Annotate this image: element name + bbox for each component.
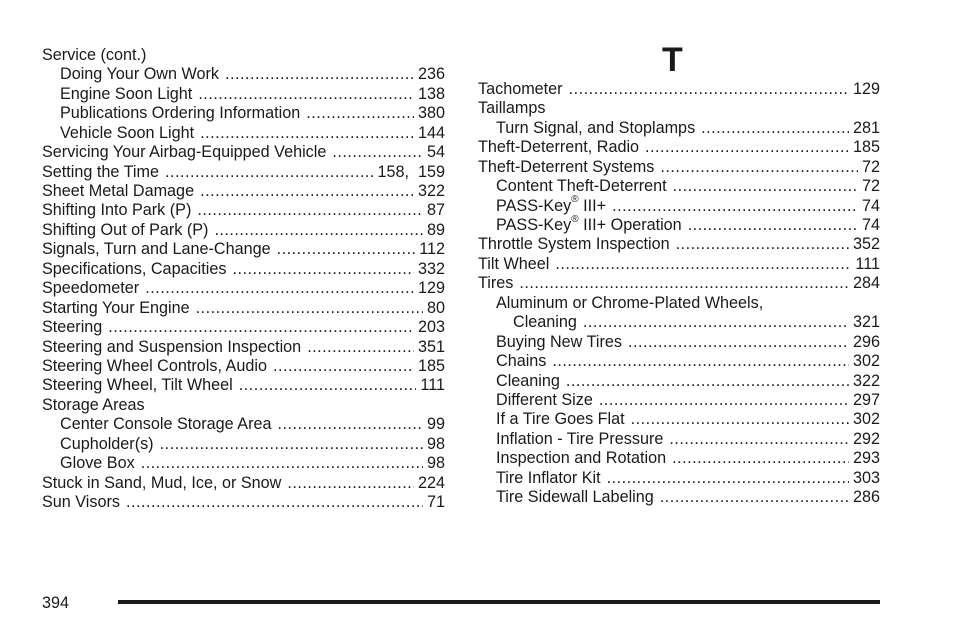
index-entry-text xyxy=(478,274,513,293)
index-entry-text xyxy=(478,80,563,99)
dot-leader xyxy=(555,255,851,274)
index-entry xyxy=(478,410,880,429)
entry-label: Sun Visors xyxy=(42,493,120,512)
index-entry xyxy=(42,415,445,434)
index-entry-text xyxy=(42,201,191,220)
index-entry xyxy=(478,469,880,488)
index-entry-text xyxy=(496,194,607,216)
index-entry xyxy=(478,80,880,99)
index-entry-text xyxy=(60,65,219,84)
page-reference: 72 xyxy=(861,177,880,196)
index-entry xyxy=(478,213,880,235)
entry-label: Tires xyxy=(478,274,514,293)
entry-label: Cleaning xyxy=(496,371,560,390)
index-entry xyxy=(478,274,880,293)
index-entry xyxy=(478,255,880,274)
registered-mark: ® xyxy=(571,194,579,206)
index-entry-text xyxy=(42,240,271,259)
index-entry-text xyxy=(42,279,139,298)
dot-leader xyxy=(660,158,858,177)
section-letter: T xyxy=(662,41,683,79)
dot-leader xyxy=(583,313,849,332)
index-entry-text xyxy=(496,177,667,196)
page-reference: 296 xyxy=(852,332,880,351)
page-reference: 302 xyxy=(852,410,880,429)
dot-leader xyxy=(287,474,414,493)
index-entry xyxy=(42,202,445,221)
page-reference: 236 xyxy=(417,65,445,84)
entry-label: Steering Wheel, Tilt Wheel xyxy=(42,376,233,395)
entry-label: Signals, Turn and Lane-Change xyxy=(42,240,271,259)
dot-leader xyxy=(612,197,858,216)
dot-leader xyxy=(569,80,849,99)
page-reference: 54 xyxy=(426,143,445,162)
index-entry-text xyxy=(496,352,546,371)
dot-leader xyxy=(225,65,414,84)
index-entry xyxy=(42,338,445,357)
page-reference: 352 xyxy=(852,235,880,254)
dot-leader xyxy=(628,333,849,352)
index-entry-text xyxy=(60,435,154,454)
dot-leader xyxy=(599,391,849,410)
dot-leader xyxy=(673,177,858,196)
index-entry-text xyxy=(478,235,670,254)
index-entry xyxy=(42,474,445,493)
index-entry-text xyxy=(496,213,682,235)
index-column-right xyxy=(478,80,880,508)
page-reference: 380 xyxy=(417,104,445,123)
page-reference: 129 xyxy=(417,279,445,298)
index-entry-text xyxy=(478,158,654,177)
entry-label: Tire Sidewall Labeling xyxy=(496,488,654,507)
index-entry xyxy=(42,85,445,104)
index-entry-text xyxy=(42,221,208,240)
index-entry-text xyxy=(42,143,326,162)
page-reference: 321 xyxy=(852,313,880,332)
index-entry xyxy=(478,119,880,138)
index-entry-text xyxy=(42,182,194,201)
index-entry xyxy=(42,357,445,376)
dot-leader xyxy=(277,240,416,259)
page-reference: 71 xyxy=(426,493,445,512)
registered-mark: ® xyxy=(571,213,579,225)
page-reference: 185 xyxy=(417,356,445,375)
page-reference: 74 xyxy=(861,216,880,235)
index-column-left xyxy=(42,46,445,513)
dot-leader xyxy=(519,274,849,293)
entry-label-suffix: III+ Operation xyxy=(578,216,682,235)
entry-label: Cupholder(s) xyxy=(60,434,154,453)
entry-label: Vehicle Soon Light xyxy=(60,123,195,142)
index-entry-text xyxy=(513,313,577,332)
page-reference: 185 xyxy=(852,138,880,157)
dot-leader xyxy=(332,143,423,162)
dot-leader xyxy=(160,435,423,454)
page-reference: 303 xyxy=(852,468,880,487)
index-entry-text xyxy=(496,449,666,468)
dot-leader xyxy=(145,279,414,298)
page-reference: 74 xyxy=(861,196,880,215)
index-entry xyxy=(478,333,880,352)
index-entry xyxy=(478,449,880,468)
index-entry xyxy=(42,279,445,298)
entry-label: Chains xyxy=(496,352,547,371)
index-entry-text xyxy=(42,46,146,65)
index-entry xyxy=(42,65,445,84)
index-entry xyxy=(478,488,880,507)
page-reference: 302 xyxy=(852,352,880,371)
entry-label: Glove Box xyxy=(60,454,135,473)
dot-leader xyxy=(239,376,417,395)
index-entry xyxy=(478,236,880,255)
entry-label: If a Tire Goes Flat xyxy=(496,410,625,429)
index-entry xyxy=(42,454,445,473)
dot-leader xyxy=(631,410,849,429)
index-entry-text xyxy=(42,376,233,395)
entry-label: Taillamps xyxy=(478,99,546,118)
dot-leader xyxy=(660,488,849,507)
index-entry-text xyxy=(478,138,639,157)
entry-label: Tachometer xyxy=(478,79,563,98)
entry-label: Stuck in Sand, Mud, Ice, or Snow xyxy=(42,473,282,492)
dot-leader xyxy=(701,119,849,138)
index-entry-text xyxy=(496,391,593,410)
page-reference: 297 xyxy=(852,390,880,409)
index-entry-text xyxy=(60,104,300,123)
index-entry xyxy=(42,143,445,162)
index-entry xyxy=(478,194,880,216)
index-entry-text xyxy=(60,85,192,104)
page-reference: 224 xyxy=(417,473,445,492)
dot-leader xyxy=(200,124,414,143)
index-entry-text xyxy=(496,488,654,507)
index-entry xyxy=(42,318,445,337)
dot-leader xyxy=(688,216,858,235)
entry-label: Center Console Storage Area xyxy=(60,415,272,434)
index-entry-text xyxy=(42,357,267,376)
index-entry xyxy=(478,99,880,118)
index-entry-text xyxy=(42,396,145,415)
page-number: 394 xyxy=(42,594,70,612)
entry-label: Specifications, Capacities xyxy=(42,259,227,278)
dot-leader xyxy=(141,454,423,473)
entry-label: Service (cont.) xyxy=(42,45,147,64)
index-entry xyxy=(42,182,445,201)
entry-label: Steering Wheel Controls, Audio xyxy=(42,356,267,375)
entry-label: Theft-Deterrent Systems xyxy=(478,157,655,176)
entry-label: Tilt Wheel xyxy=(478,254,550,273)
entry-label: Doing Your Own Work xyxy=(60,65,219,84)
index-entry-text xyxy=(496,410,625,429)
entry-label: Cleaning xyxy=(513,313,577,332)
page-reference: 112 xyxy=(419,240,445,259)
entry-label: Storage Areas xyxy=(42,395,145,414)
index-entry xyxy=(478,138,880,157)
dot-leader xyxy=(277,415,423,434)
entry-label: Engine Soon Light xyxy=(60,84,193,103)
entry-label: Setting the Time xyxy=(42,162,159,181)
page-reference: 286 xyxy=(852,488,880,507)
dot-leader xyxy=(165,163,374,182)
index-entry-text xyxy=(496,294,763,313)
page-reference: 80 xyxy=(426,298,445,317)
dot-leader xyxy=(645,138,849,157)
index-entry-text xyxy=(42,318,102,337)
index-entry-text xyxy=(42,474,281,493)
dot-leader xyxy=(552,352,849,371)
index-entry xyxy=(478,430,880,449)
entry-label: Turn Signal, and Stoplamps xyxy=(496,118,696,137)
entry-label: Speedometer xyxy=(42,279,140,298)
dot-leader xyxy=(197,201,423,220)
index-entry xyxy=(42,163,445,182)
page-reference: 351 xyxy=(417,337,445,356)
page-reference: 284 xyxy=(852,274,880,293)
page-reference: 144 xyxy=(417,123,445,142)
index-entry xyxy=(42,396,445,415)
page-reference: 138 xyxy=(417,84,445,103)
index-entry-text xyxy=(42,338,301,357)
page-reference: 158, 159 xyxy=(377,162,445,181)
entry-label: Servicing Your Airbag-Equipped Vehicle xyxy=(42,143,327,162)
entry-label: Aluminum or Chrome-Plated Wheels, xyxy=(496,293,764,312)
page-reference: 203 xyxy=(417,318,445,337)
index-entry xyxy=(42,46,445,65)
index-entry xyxy=(42,124,445,143)
dot-leader xyxy=(306,104,414,123)
page-reference: 87 xyxy=(426,201,445,220)
page-reference: 322 xyxy=(417,182,445,201)
index-entry-text xyxy=(42,299,190,318)
index-entry-text xyxy=(496,469,601,488)
index-entry xyxy=(478,372,880,391)
dot-leader xyxy=(273,357,414,376)
index-entry-text xyxy=(60,454,135,473)
dot-leader xyxy=(126,493,423,512)
dot-leader xyxy=(198,85,414,104)
index-entry xyxy=(478,313,880,332)
page-reference: 281 xyxy=(852,118,880,137)
entry-label: Shifting Out of Park (P) xyxy=(42,220,209,239)
page-reference: 89 xyxy=(426,220,445,239)
entry-label: Different Size xyxy=(496,390,593,409)
index-entry xyxy=(42,376,445,395)
index-entry-text xyxy=(478,99,545,118)
index-entry xyxy=(42,299,445,318)
index-entry-text xyxy=(42,163,159,182)
entry-label: Content Theft-Deterrent xyxy=(496,177,667,196)
index-entry xyxy=(478,294,880,313)
entry-label: Steering and Suspension Inspection xyxy=(42,337,302,356)
page-reference: 111 xyxy=(420,376,445,395)
page-reference: 111 xyxy=(855,254,880,273)
index-entry xyxy=(42,435,445,454)
index-entry xyxy=(478,158,880,177)
page-reference: 98 xyxy=(426,454,445,473)
dot-leader xyxy=(669,430,849,449)
index-entry-text xyxy=(496,372,560,391)
dot-leader xyxy=(196,299,423,318)
page-reference: 293 xyxy=(852,449,880,468)
page-reference: 129 xyxy=(852,79,880,98)
entry-label: Buying New Tires xyxy=(496,332,622,351)
page-reference: 99 xyxy=(426,415,445,434)
index-entry-text xyxy=(42,493,120,512)
entry-label: PASS-Key xyxy=(496,196,572,215)
page-reference: 322 xyxy=(852,371,880,390)
entry-label: Inspection and Rotation xyxy=(496,449,667,468)
entry-label: Sheet Metal Damage xyxy=(42,182,195,201)
dot-leader xyxy=(214,221,423,240)
index-entry-text xyxy=(42,260,226,279)
footer-rule xyxy=(118,600,880,604)
entry-label: Shifting Into Park (P) xyxy=(42,201,192,220)
index-entry xyxy=(42,221,445,240)
index-entry xyxy=(478,177,880,196)
page-reference: 98 xyxy=(426,434,445,453)
entry-label-suffix: III+ xyxy=(578,196,607,215)
index-entry xyxy=(478,352,880,371)
index-entry-text xyxy=(496,430,663,449)
entry-label: Theft-Deterrent, Radio xyxy=(478,138,640,157)
entry-label: Publications Ordering Information xyxy=(60,104,301,123)
dot-leader xyxy=(607,469,849,488)
index-entry xyxy=(478,391,880,410)
entry-label: Steering xyxy=(42,318,103,337)
index-entry-text xyxy=(496,119,695,138)
dot-leader xyxy=(676,235,849,254)
dot-leader xyxy=(672,449,849,468)
index-entry xyxy=(42,493,445,512)
entry-label: PASS-Key xyxy=(496,216,572,235)
index-entry xyxy=(42,104,445,123)
index-entry-text xyxy=(60,415,271,434)
index-entry-text xyxy=(60,124,194,143)
index-entry xyxy=(42,260,445,279)
entry-label: Throttle System Inspection xyxy=(478,235,670,254)
page-reference: 332 xyxy=(417,259,445,278)
dot-leader xyxy=(232,260,414,279)
index-entry-text xyxy=(478,255,549,274)
index-entry-text xyxy=(496,333,622,352)
page-reference: 72 xyxy=(861,157,880,176)
index-entry xyxy=(42,240,445,259)
dot-leader xyxy=(307,338,414,357)
entry-label: Tire Inflator Kit xyxy=(496,468,601,487)
dot-leader xyxy=(108,318,414,337)
dot-leader xyxy=(200,182,414,201)
entry-label: Inflation - Tire Pressure xyxy=(496,429,664,448)
dot-leader xyxy=(566,372,849,391)
page-reference: 292 xyxy=(852,429,880,448)
entry-label: Starting Your Engine xyxy=(42,298,190,317)
